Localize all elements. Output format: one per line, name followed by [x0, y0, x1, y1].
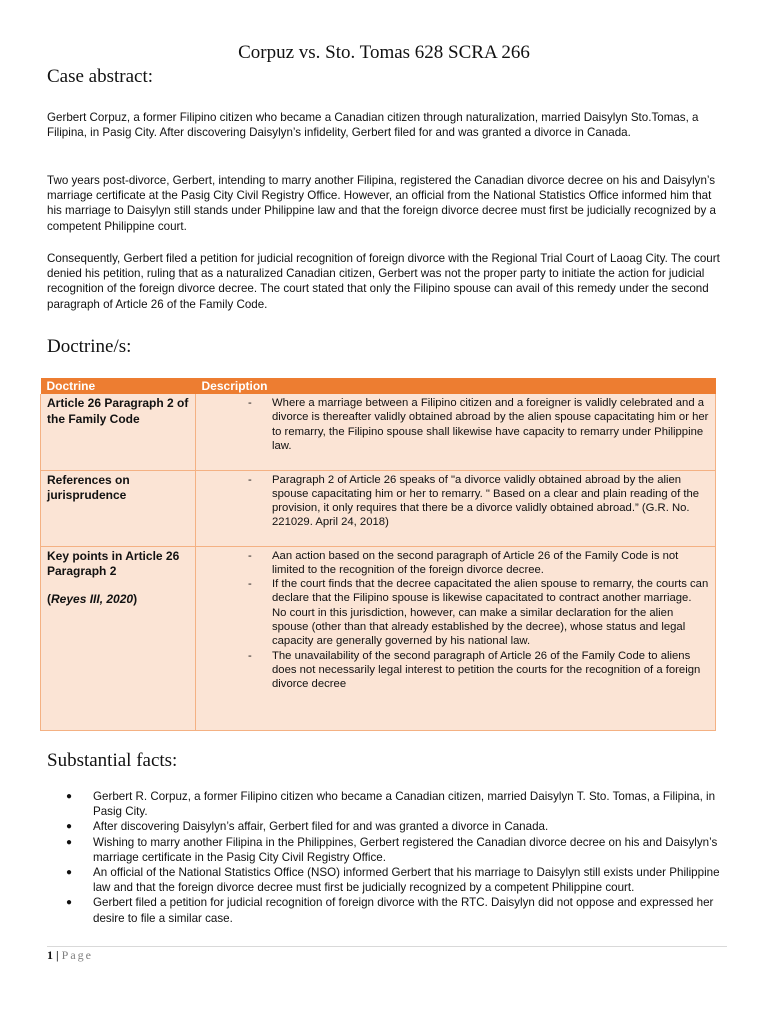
abstract-paragraph-3: Consequently, Gerbert filed a petition for judicial recognition of foreign divorce with the Regional Trial Court of Laoag City. The court denied his petition, ruling that as a naturalized Canadian citizen, Gerbert was not the proper party to initiate the action for judicial recognition of the foreign divorce decree. The court stated that only the Filipino spouse can avail of this remedy under the second paragraph of Article 26 of the Family Code. — [47, 252, 720, 311]
doctrine-term: Key points in Article 26 Paragraph 2 — [47, 548, 180, 578]
doctrine-table — [40, 378, 716, 731]
doctrine-heading: Doctrine/s: — [47, 336, 132, 357]
list-item: ● Gerbert R. Corpuz, a former Filipino citizen who became a Canadian citizen, married Daisylyn T. Sto. Tomas, a Filipina, in Pasig City. — [66, 790, 716, 819]
list-item: ● Wishing to marry another Filipina in the Philippines, Gerbert registered the Canadian divorce decree on his and Daisylyn’s marriage certificate in the Pasig City Civil Registry Office. — [66, 835, 718, 864]
citation-note: (Reyes III, 2020) — [47, 591, 138, 606]
doctrine-term-cell — [41, 546, 196, 730]
bullet-icon: ● — [66, 821, 73, 833]
bullet-icon: ● — [66, 836, 73, 848]
footer-separator: | — [56, 948, 59, 962]
document-title: Corpuz vs. Sto. Tomas 628 SCRA 266 — [238, 42, 530, 63]
description-item: - Paragraph 2 of Article 26 speaks of "a divorce validly obtained abroad by the alien spouse capacitating him or her to remarry. " Based on a clear and plain reading of the provision, it only requires that there be a divorce validly obtained abroad.” (G.R. No. 221029. April 24, 2018) — [248, 473, 700, 529]
list-item: ● Gerbert filed a petition for judicial recognition of foreign divorce with the RTC. Daisylyn did not oppose and expressed her desire to file a similar case. — [66, 896, 714, 925]
bullet-icon: ● — [66, 897, 73, 909]
doctrine-description — [196, 394, 716, 470]
table-row — [41, 470, 716, 546]
doctrine-description — [196, 546, 716, 730]
abstract-paragraph-1: Gerbert Corpuz, a former Filipino citizen who became a Canadian citizen through naturalization, married Daisylyn Sto.Tomas, a Filipina, in Pasig City. After discovering Daisylyn’s infidelity, Gerbert filed for and was granted a divorce in Canada. — [47, 111, 699, 140]
dash-bullet: - — [248, 549, 252, 562]
facts-list — [66, 789, 726, 926]
dash-bullet: - — [248, 578, 252, 591]
description-item: - Aan action based on the second paragraph of Article 26 of the Family Code is not limited to the recognition of the foreign divorce decree. — [248, 549, 679, 576]
list-item: ● After discovering Daisylyn’s affair, Gerbert filed for and was granted a divorce in Canada. — [66, 820, 549, 834]
page-label: Page — [61, 948, 93, 962]
list-item: ● An official of the National Statistics Office (NSO) informed Gerbert that his marriage to Daisylyn still exists under Philippine law and that the foreign divorce decree must first be judicially recognized by a competent Philippine court. — [66, 866, 720, 895]
page-footer — [47, 948, 93, 963]
table-row — [41, 394, 716, 470]
dash-bullet: - — [248, 649, 252, 662]
doctrine-term: References on jurisprudence — [41, 470, 196, 546]
case-abstract-heading: Case abstract: — [47, 66, 154, 87]
bullet-icon: ● — [66, 867, 73, 879]
page-number: 1 — [47, 948, 53, 962]
doctrine-term: Article 26 Paragraph 2 of the Family Code — [41, 394, 196, 470]
description-item: - Where a marriage between a Filipino citizen and a foreigner is validly celebrated and a divorce is thereafter validly obtained abroad by the alien spouse capacitating him or her to remarry, the Filipino spouse shall likewise have capacity to remarry under Philippine law. — [248, 397, 709, 452]
dash-bullet: - — [248, 473, 252, 486]
table-row — [41, 546, 716, 730]
dash-bullet: - — [248, 397, 252, 409]
header-description: Description — [196, 378, 716, 394]
doctrine-table-header — [41, 378, 716, 394]
header-doctrine: Doctrine — [41, 378, 196, 394]
substantial-facts-heading: Substantial facts: — [47, 750, 178, 771]
description-item: - The unavailability of the second paragraph of Article 26 of the Family Code to aliens does not necessarily legal interest to petition the courts for the recognition of a foreign divorce decree — [248, 649, 701, 691]
footer-divider — [47, 946, 727, 947]
doctrine-description — [196, 470, 716, 546]
description-item: - If the court finds that the decree capacitated the alien spouse to remarry, the courts can declare that the Filipino spouse is likewise capacitated to contract another marriage. No court in this jurisdiction, however, can make a similar declaration for the alien spouse (other than that already established by the decree), whose status and legal capacity are generally governed by his national law. — [248, 578, 709, 648]
abstract-paragraph-2: Two years post-divorce, Gerbert, intending to marry another Filipina, registered the Canadian divorce decree on his and Daisylyn’s marriage certificate at the Pasig City Civil Registry Office. However, an official from the National Statistics Office informed him that his marriage to Daisylyn still stands under Philippine law and that the foreign divorce decree must first be judicially recognized by a competent Philippine court. — [47, 174, 716, 233]
bullet-icon: ● — [66, 791, 73, 802]
